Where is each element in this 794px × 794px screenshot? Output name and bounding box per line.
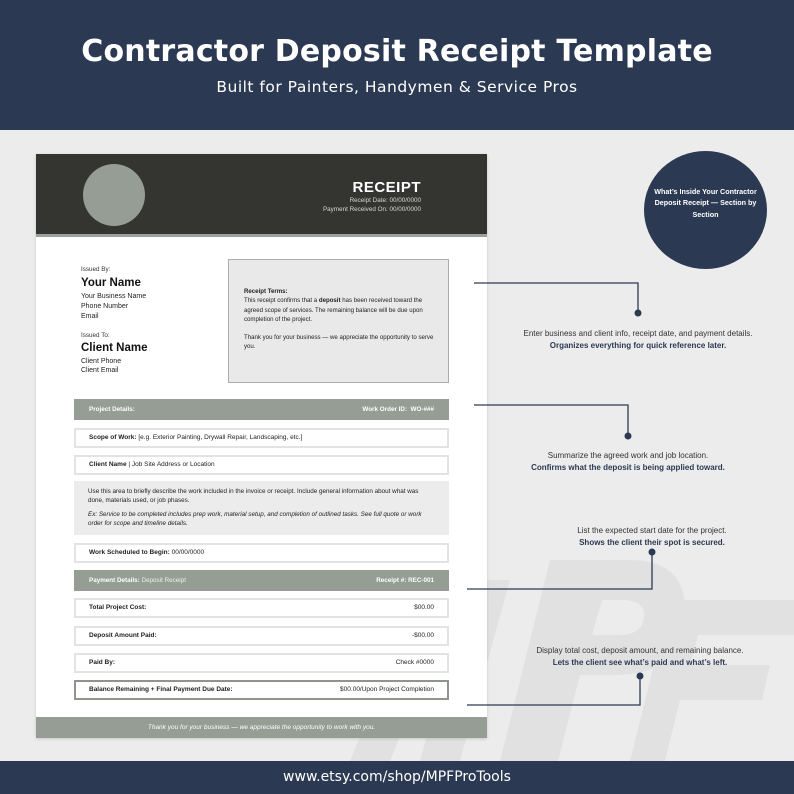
payment-received-date[interactable]: Payment Received On: 00/00/0000 xyxy=(322,206,421,213)
phone-number[interactable]: Phone Number xyxy=(81,303,129,310)
project-details-label: Project Details: xyxy=(89,406,135,413)
work-scheduled-field[interactable]: Work Scheduled to Begin: 00/00/0000 xyxy=(74,543,449,563)
receipt-document xyxy=(36,154,487,738)
receipt-title: RECEIPT xyxy=(352,179,421,196)
payment-details-bar: Payment Details: Deposit Receipt Receipt #: REC-001 xyxy=(74,570,449,591)
banner-subtitle: Built for Painters, Handymen & Service Pros xyxy=(216,78,578,96)
receipt-terms-box xyxy=(228,259,449,383)
total-project-cost-row[interactable]: Total Project Cost: $00.00 xyxy=(74,598,449,618)
deposit-amount-row[interactable]: Deposit Amount Paid: -$00.00 xyxy=(74,626,449,646)
logo-placeholder[interactable] xyxy=(83,164,145,226)
connector-dot xyxy=(625,433,632,440)
receipt-date[interactable]: Receipt Date: 00/00/0000 xyxy=(349,197,421,204)
description-example: Ex: Service to be completed includes prep work, material setup, and completion of outlined tasks. See full quote or work order for scope and timeline details. xyxy=(88,510,422,527)
terms-title: Receipt Terms: xyxy=(244,288,288,295)
paid-by-row[interactable]: Paid By: Check #0000 xyxy=(74,653,449,673)
work-order-id[interactable]: Work Order ID: WO-### xyxy=(362,406,434,413)
business-name[interactable]: Your Business Name xyxy=(81,293,147,300)
header-banner xyxy=(0,0,794,130)
your-name[interactable]: Your Name xyxy=(81,277,141,289)
callout-scope: Summarize the agreed work and job location. Confirms what the deposit is being applied toward. xyxy=(531,451,725,472)
info-circle-text: What’s Inside Your Contractor Deposit Receipt — Section by Section xyxy=(654,187,757,219)
receipt-footer: Thank you for your business — we appreciate the opportunity to work with you. xyxy=(36,717,487,738)
issued-to-label: Issued To: xyxy=(81,332,110,339)
client-phone[interactable]: Client Phone xyxy=(81,358,122,365)
work-description-area[interactable] xyxy=(74,481,449,535)
client-site-field[interactable]: Client Name | Job Site Address or Location xyxy=(74,455,449,475)
issued-by-label: Issued By: xyxy=(81,266,111,273)
project-details-bar xyxy=(74,399,449,420)
terms-thanks: Thank you for your business — we appreciate the opportunity to serve you. xyxy=(244,334,434,351)
banner-title: Contractor Deposit Receipt Template xyxy=(81,34,713,69)
balance-remaining-row[interactable]: Balance Remaining + Final Payment Due Date: $00.00/Upon Project Completion xyxy=(74,680,449,700)
callout-start-date: List the expected start date for the project. Shows the client their spot is secured. xyxy=(577,526,727,547)
receipt-number[interactable]: Receipt #: REC-001 xyxy=(376,577,434,584)
scope-of-work-field[interactable]: Scope of Work: [e.g. Exterior Painting, Drywall Repair, Landscaping, etc.] xyxy=(74,428,449,448)
info-circle-badge xyxy=(644,151,767,269)
callout-payment: Display total cost, deposit amount, and remaining balance. Lets the client see what’s paid and what’s left. xyxy=(536,646,744,667)
email[interactable]: Email xyxy=(81,313,99,320)
client-email[interactable]: Client Email xyxy=(81,367,119,374)
connector-dot xyxy=(635,310,642,317)
terms-text: This receipt confirms that a deposit has been received toward the agreed scope of services. The remaining balance will be due upon completion of the project. xyxy=(244,297,423,323)
description-text: Use this area to briefly describe the work included in the invoice or receipt. Include general information about what was done, materials used, or job phases. xyxy=(88,488,419,505)
callout-client-info: Enter business and client info, receipt date, and payment details. Organizes everything for quick reference later. xyxy=(523,329,753,350)
shop-url-link[interactable]: www.etsy.com/shop/MPFProTools xyxy=(283,769,511,785)
client-name[interactable]: Client Name xyxy=(81,342,148,354)
footer-bar xyxy=(0,761,794,794)
receipt-header xyxy=(36,154,487,237)
